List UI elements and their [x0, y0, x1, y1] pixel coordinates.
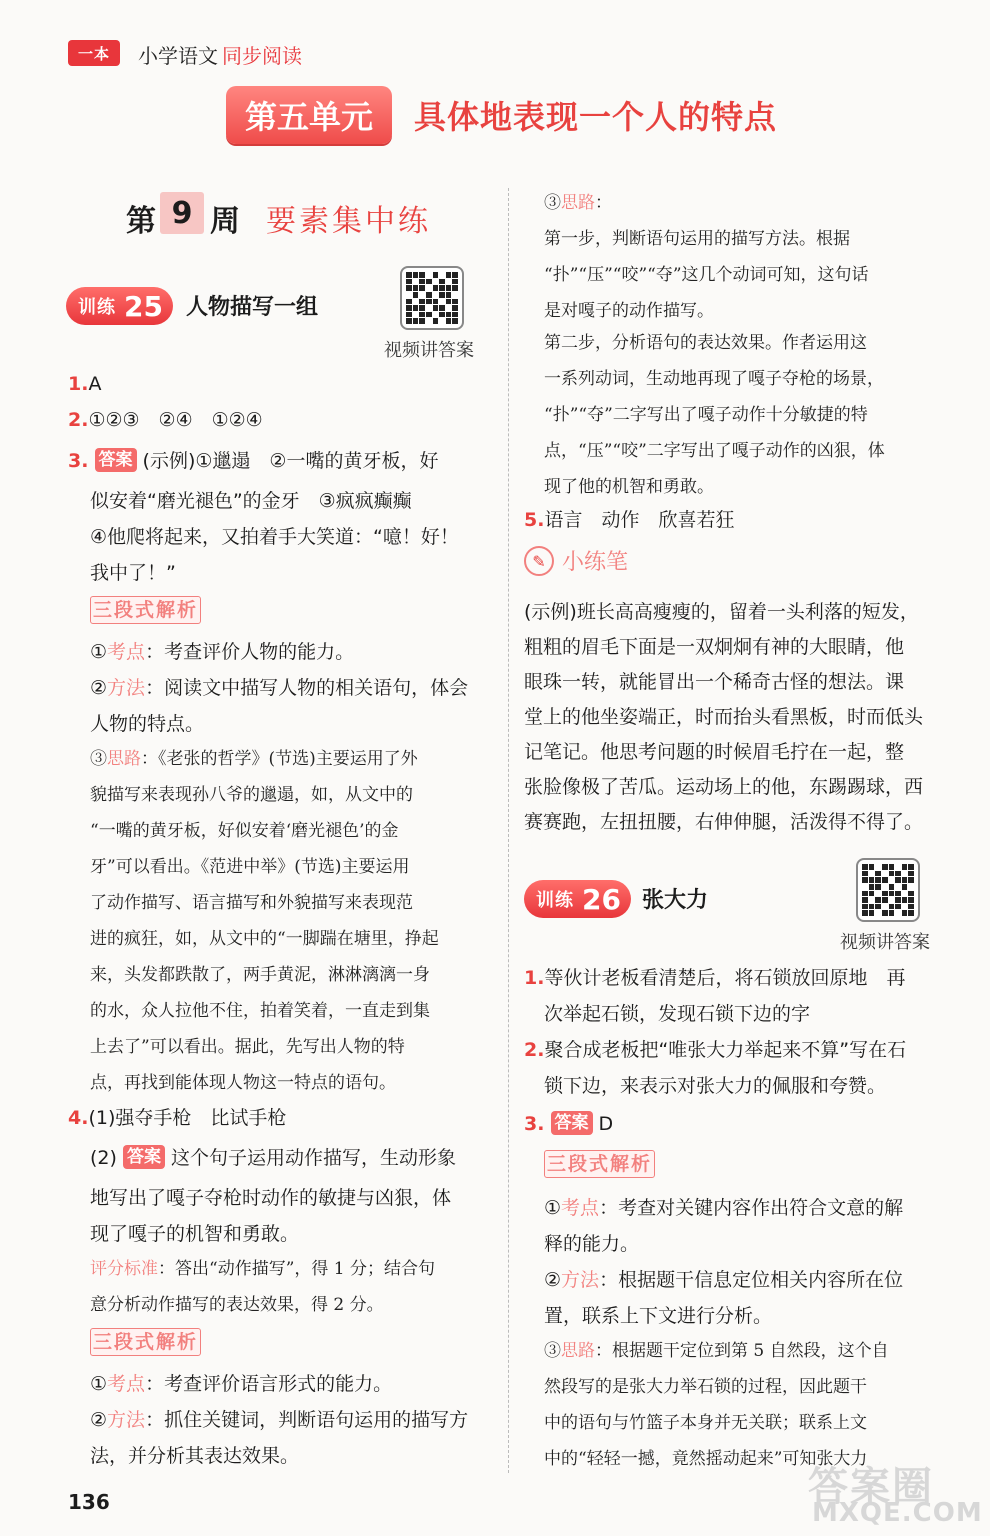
training-badge-25	[66, 287, 173, 325]
question-number: 1.	[524, 967, 545, 989]
column-divider	[508, 188, 509, 1473]
answer-text: 等伙计老板看清楚后，将石锁放回原地 再	[544, 967, 906, 989]
question-2	[68, 402, 263, 438]
analysis-line: 是对嘎子的动作描写。	[544, 301, 714, 321]
training-badge-26	[524, 880, 631, 918]
qr-code-icon[interactable]	[400, 266, 464, 330]
training-label: 训练	[78, 297, 116, 318]
bullet: ②	[90, 677, 108, 699]
practice-line: 记笔记。他思考问题的时候眉毛拧在一起，整	[524, 741, 905, 763]
question-number: 3.	[524, 1113, 545, 1135]
bullet: ②	[544, 1269, 562, 1291]
training-title: 张大力	[642, 888, 709, 913]
qr-code-icon[interactable]	[856, 858, 920, 922]
analysis-method	[90, 1402, 468, 1438]
question-5	[524, 502, 734, 538]
analysis-line: 中的语句与竹篮子本身并无关联；联系上文	[544, 1413, 867, 1433]
analysis-line: 点，再找到能体现人物这一特点的语句。	[90, 1073, 396, 1093]
analysis-thought	[544, 1334, 889, 1369]
analysis-text: 人物的特点。	[90, 713, 205, 735]
bullet: ①	[544, 1197, 562, 1219]
analysis-text: ：《老张的哲学》(节选)主要运用了外	[141, 749, 418, 769]
watermark-url: MXQE.COM	[812, 1498, 983, 1528]
answer-line: 似安着“磨光褪色”的金牙 ③疯疯癫癫	[90, 490, 412, 512]
analysis-line: 点，“压”“咬”二字写出了嘎子动作的凶狠，体	[544, 441, 885, 461]
score-standard	[90, 1252, 435, 1287]
analysis-line: 的水，众人拉他不住，拍着笑着，一直走到集	[90, 1001, 430, 1021]
answer-text: ①②③ ②④ ①②④	[88, 409, 263, 431]
analysis-text: ：阅读文中描写人物的相关语句，体会	[145, 677, 469, 699]
analysis-text: 释的能力。	[544, 1233, 640, 1255]
brand-name: 小学语文	[138, 44, 218, 68]
training-label: 训练	[536, 890, 574, 911]
analysis-method	[90, 670, 468, 706]
analysis-line: 现了他的机智和勇敢。	[544, 477, 714, 497]
answer-line: 我中了！”	[90, 562, 176, 584]
practice-line: 粗粗的眉毛下面是一双炯炯有神的大眼睛，他	[524, 636, 905, 658]
bullet: ①	[90, 1373, 108, 1395]
training-number: 25	[124, 289, 163, 323]
question-number: 5.	[524, 509, 545, 531]
analysis-heading	[90, 596, 201, 624]
question-4	[68, 1100, 286, 1136]
analysis-thought	[544, 186, 612, 221]
analysis-line: 貌描写来表现孙八爷的邋遢，如，从文中的	[90, 785, 413, 805]
answer-text: (1)强夺手枪 比试手枪	[88, 1107, 287, 1129]
analysis-line: “一嘴的黄牙板，好似安着‘磨光褪色’的金	[90, 821, 399, 841]
analysis-text: 法，并分析其表达效果。	[90, 1445, 300, 1467]
answer-line	[90, 1140, 456, 1176]
answer-line: 锁下边，来表示对张大力的佩服和夸赞。	[544, 1075, 887, 1097]
answer-line: 次举起石锁，发现石锁下边的字	[544, 1003, 811, 1025]
brand-logo: 一本	[68, 40, 120, 66]
analysis-point	[90, 634, 354, 670]
analysis-title: 三段式解析	[90, 1328, 201, 1356]
question-r1	[524, 960, 905, 996]
answer-line: (示例)①邋遢 ②一嘴的黄牙板，好	[142, 450, 439, 472]
watermark: 答案圈	[808, 1464, 934, 1510]
question-number: 2.	[524, 1039, 545, 1061]
analysis-heading	[544, 1150, 655, 1178]
answer-tag: 答案	[95, 448, 137, 472]
analysis-text: ：抓住关键词，判断语句运用的描写方	[145, 1409, 469, 1431]
question-number: 3.	[68, 450, 89, 472]
bullet: ①	[90, 641, 108, 663]
analysis-key: 方法	[107, 677, 146, 699]
analysis-key: 方法	[107, 1409, 146, 1431]
analysis-line: 上去了”可以看出。据此，先写出人物的特	[90, 1037, 405, 1057]
analysis-key: 方法	[561, 1269, 600, 1291]
analysis-line: 了动作描写、语言描写和外貌描写来表现范	[90, 893, 413, 913]
score-text: ：答出“动作描写”，得 1 分；结合句	[158, 1259, 436, 1279]
analysis-point	[90, 1366, 392, 1402]
analysis-title: 三段式解析	[544, 1150, 655, 1178]
answer-text: 这个句子运用动作描写，生动形象	[171, 1147, 457, 1169]
training-title: 人物描写一组	[186, 295, 319, 320]
sub-number: (2)	[90, 1147, 117, 1169]
answer-text: 语言 动作 欣喜若狂	[544, 509, 735, 531]
analysis-thought	[90, 742, 418, 777]
bullet: ②	[90, 1409, 108, 1431]
analysis-title: 三段式解析	[90, 596, 201, 624]
answer-tag: 答案	[123, 1145, 165, 1169]
practice-title: 小练笔	[562, 550, 629, 575]
answer-line: 现了嘎子的机智和勇敢。	[90, 1223, 300, 1245]
analysis-key: 思路	[561, 1341, 595, 1361]
answer-line: 地写出了嘎子夺枪时动作的敏捷与凶狠，体	[90, 1187, 452, 1209]
question-r2	[524, 1032, 906, 1068]
analysis-colon: ：	[595, 193, 612, 213]
question-1	[68, 366, 101, 402]
pen-icon: ✎	[524, 546, 554, 576]
question-r3	[524, 1106, 613, 1142]
analysis-key: 思路	[107, 749, 141, 769]
analysis-text: ：根据题干定位到第 5 自然段，这个自	[595, 1341, 889, 1361]
analysis-heading	[90, 1328, 201, 1356]
analysis-line: 中的“轻轻一撼，竟然摇动起来”可知张大力	[544, 1449, 868, 1469]
analysis-line: 一系列动词，生动地再现了嘎子夺枪的场景，	[544, 369, 884, 389]
analysis-text: 置，联系上下文进行分析。	[544, 1305, 773, 1327]
week-subtitle: 要素集中练	[266, 204, 431, 239]
unit-title: 具体地表现一个人的特点	[414, 98, 778, 136]
analysis-text: ：考查评价人物的能力。	[145, 641, 355, 663]
analysis-text: ：根据题干信息定位相关内容所在位	[599, 1269, 904, 1291]
answer-text: 聚合成老板把“唯张大力举起来不算”写在石	[544, 1039, 907, 1061]
week-prefix: 第	[126, 204, 156, 239]
question-3	[68, 443, 438, 479]
question-number: 2.	[68, 409, 89, 431]
practice-line: 赛赛跑，左扭扭腰，右伸伸腿，活泼得不得了。	[524, 811, 924, 833]
answer-tag: 答案	[551, 1111, 593, 1135]
analysis-point	[544, 1190, 903, 1226]
analysis-method	[544, 1262, 903, 1298]
analysis-line: “扑”“夺”二字写出了嘎子动作十分敏捷的特	[544, 405, 868, 425]
qr-caption: 视频讲答案	[384, 340, 474, 361]
answer-line: ④他爬将起来，又拍着手大笑道：“噫！好！	[90, 526, 459, 548]
practice-line: 张脸像极了苦瓜。运动场上的他，东踢踢球，西	[524, 776, 924, 798]
practice-line: 眼珠一转，就能冒出一个稀奇古怪的想法。课	[524, 671, 905, 693]
analysis-text: ：考查对关键内容作出符合文意的解	[599, 1197, 904, 1219]
analysis-line: 来，头发都跌散了，两手黄泥，淋淋漓漓一身	[90, 965, 430, 985]
practice-line: (示例)班长高高瘦瘦的，留着一头利落的短发，	[524, 601, 919, 623]
page-number: 136	[68, 1490, 110, 1514]
analysis-key: 思路	[561, 193, 595, 213]
analysis-line: 然段写的是张大力举石锁的过程，因此题干	[544, 1377, 867, 1397]
answer-text: A	[88, 373, 102, 395]
training-number: 26	[582, 882, 621, 916]
analysis-key: 考点	[107, 641, 146, 663]
answer-text: D	[598, 1113, 614, 1135]
analysis-line: 牙”可以看出。《范进中举》(节选)主要运用	[90, 857, 410, 877]
unit-badge: 第五单元	[226, 86, 392, 144]
analysis-key: 考点	[561, 1197, 600, 1219]
bullet: ③	[544, 1341, 561, 1361]
week-number: 9	[160, 192, 204, 234]
analysis-key: 考点	[107, 1373, 146, 1395]
analysis-line: “扑”“压”“咬”“夺”这几个动词可知，这句话	[544, 265, 869, 285]
practice-line: 堂上的他坐姿端正，时而抬头看黑板，时而低头	[524, 706, 924, 728]
qr-caption: 视频讲答案	[840, 932, 930, 953]
analysis-line: 进的疯狂，如，从文中的“一脚踹在塘里，挣起	[90, 929, 439, 949]
question-number: 1.	[68, 373, 89, 395]
analysis-line: 第二步，分析语句的表达效果。作者运用这	[544, 333, 867, 353]
bullet: ③	[90, 749, 107, 769]
score-line: 意分析动作描写的表达效果，得 2 分。	[90, 1295, 384, 1315]
analysis-text: ：考查评价语言形式的能力。	[145, 1373, 393, 1395]
analysis-line: 第一步，判断语句运用的描写方法。根据	[544, 229, 850, 249]
bullet: ③	[544, 193, 561, 213]
brand-subtitle: 同步阅读	[222, 44, 302, 68]
question-number: 4.	[68, 1107, 89, 1129]
score-key: 评分标准	[90, 1259, 158, 1279]
week-suffix: 周	[210, 204, 240, 239]
